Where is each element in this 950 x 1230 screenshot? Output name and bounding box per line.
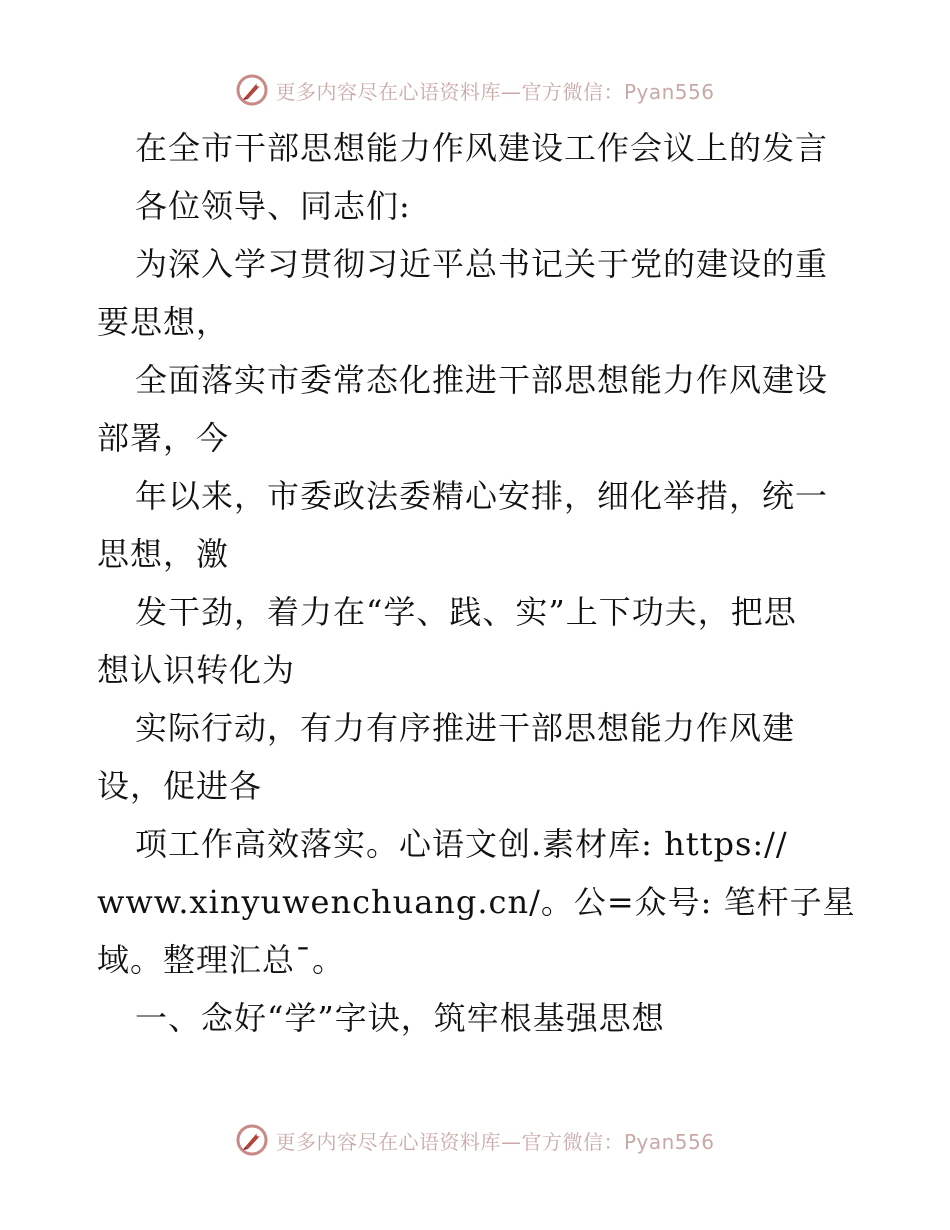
watermark-text: 更多内容尽在心语资料库—官方微信：Pyan556	[275, 79, 715, 104]
header-watermark	[0, 70, 950, 110]
paragraph-line: 要思想，	[97, 303, 230, 341]
document-title: 在全市干部思想能力作风建设工作会议上的发言	[135, 129, 829, 167]
paragraph-line: 项工作高效落实。心语文创.素材库: https://	[135, 825, 788, 863]
paragraph-line: 发干劲，着力在“学、践、实”上下功夫，把思	[135, 593, 797, 631]
paragraph-line: 设，促进各	[97, 767, 263, 805]
paragraph-line: 实际行动，有力有序推进干部思想能力作风建	[135, 709, 796, 747]
paragraph-line: 部署，今	[97, 419, 230, 457]
watermark-text: 更多内容尽在心语资料库—官方微信：Pyan556	[275, 1129, 715, 1154]
pen-logo-icon	[235, 73, 269, 107]
paragraph-line: 年以来，市委政法委精心安排，细化举措，统一	[135, 477, 829, 515]
paragraph-line: 为深入学习贯彻习近平总书记关于党的建设的重	[135, 245, 829, 283]
pen-logo-icon	[235, 1123, 269, 1157]
paragraph-line: 域。整理汇总¯。	[97, 941, 346, 979]
paragraph-line: 思想，激	[97, 535, 230, 573]
section-heading: 一、念好“学”字诀，筑牢根基强思想	[135, 999, 665, 1037]
footer-watermark	[0, 1120, 950, 1160]
paragraph-line: www.xinyuwenchuang.cn/。公=众号: 笔杆子星	[97, 883, 856, 921]
paragraph-line: 全面落实市委常态化推进干部思想能力作风建设	[135, 361, 829, 399]
paragraph-line: 想认识转化为	[97, 651, 296, 689]
salutation: 各位领导、同志们:	[135, 187, 411, 225]
